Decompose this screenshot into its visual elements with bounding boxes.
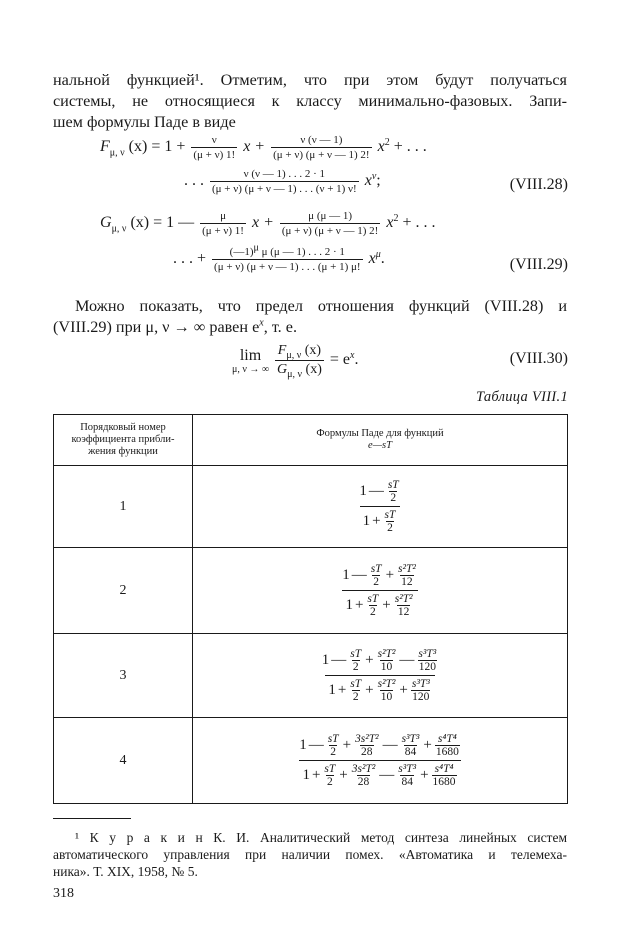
fraction: $\frac{\nu (\nu — 1) . . . 2 \cdot 1}{(\mu + \nu) (\mu + \nu — 1) . . . (\nu + 1) \nu!}$: [212, 168, 357, 195]
middle-paragraph: [53, 296, 567, 338]
equation-number: (VIII.28): [509, 176, 568, 193]
formula-cell: 1 — sT 2 1 + $\frac{sT}{2}$: [193, 466, 568, 548]
header-formulas: Формулы Паде для функций e—sT: [193, 415, 568, 466]
fraction: $\frac{\mu}{(\mu + \nu) 1!}$: [202, 210, 244, 237]
pade-table: [53, 414, 568, 804]
intro-paragraph: [53, 70, 567, 133]
equation-viii28-line1: $F_{\mu, \nu}$ (x) = 1 + $\frac{\nu}{(\mu + \nu) 1!}$ x + $\frac{\nu (\nu — 1)}{(\mu + \nu) (\mu + \nu — 1) 2!}$ $x^2$ + . . .: [100, 134, 427, 161]
text-line: шем формулы Паде в виде: [53, 113, 236, 131]
table-row: [54, 718, 568, 804]
equation-viii28-line2: . . . $\frac{\nu (\nu — 1) . . . 2 \cdot 1}{(\mu + \nu) (\mu + \nu — 1) . . . (\nu + 1) \nu!}$ $x^\nu$;: [184, 168, 381, 195]
fraction: $\frac{\nu}{(\mu + \nu) 1!}$: [193, 134, 236, 161]
fraction: $\frac{\nu (\nu — 1)}{(\mu + \nu) (\mu + \nu — 1) 2!}$: [273, 134, 370, 161]
fraction: $\frac{\mu (\mu — 1)}{(\mu + \nu) (\mu + \nu — 1) 2!}$: [281, 210, 379, 237]
equation-number: (VIII.29): [509, 256, 568, 273]
footnote-line: ¹ К у р а к и н К. И. Аналитический метод синтеза линейных систем: [75, 830, 567, 845]
equation-viii29-line1: $G_{\mu, \nu}$ (x) = 1 — $\frac{\mu}{(\mu + \nu) 1!}$ x + $\frac{\mu (\mu — 1)}{(\mu + \nu) (\mu + \nu — 1) 2!}$ $x^2$ + . . .: [100, 210, 436, 237]
footnote-line: ника». Т. XIX, 1958, № 5.: [53, 864, 198, 879]
table-row: [54, 466, 568, 548]
table-row: [54, 634, 568, 718]
footnote-rule: [53, 818, 131, 819]
footnote: [53, 829, 567, 880]
page-number: 318: [53, 886, 74, 901]
table-row: [54, 548, 568, 634]
equation-number: (VIII.30): [509, 350, 568, 367]
order-cell: 2: [54, 548, 193, 634]
limit-operator: lim μ, ν → ∞: [232, 346, 270, 375]
header-order: Порядковый номер коэффициента прибли- жения функции: [54, 415, 193, 466]
fraction: $\frac{F_{\mu, \nu} (x)}{G_{\mu, \nu} (x)}$: [277, 343, 322, 380]
text-line: нальной функцией¹. Отметим, что при этом будут получаться: [53, 71, 567, 89]
text-line: Можно показать, что предел отношения функций (VIII.28) и: [75, 297, 567, 315]
equation-viii29-line2: . . . + $\frac{(—1)^\mu \mu (\mu — 1) . . . 2 \cdot 1}{(\mu + \nu) (\mu + \nu — 1) . . . (\mu + 1) \mu!}$ $x^\mu$.: [173, 242, 385, 273]
equation-viii30: lim μ, ν → ∞ $\frac{F_{\mu, \nu} (x)}{G_{\mu, \nu} (x)}$ = $e^x$.: [232, 343, 359, 380]
text-line: (VIII.29) при μ, ν → ∞ равен $e^x$, т. е.: [53, 317, 297, 336]
text-line: системы, не относящиеся к классу минимально-фазовых. Запи-: [53, 92, 567, 110]
formula-cell: 1 — sT 2 + $\frac{\text{s²T²}}{12}$ 1 + $\frac{sT}{2}$ + $\frac{\text{s²T²}}{12}$: [193, 548, 568, 634]
order-cell: 1: [54, 466, 193, 548]
table-header-row: [54, 415, 568, 466]
fraction: $\frac{(—1)^\mu \mu (\mu — 1) . . . 2 \cdot 1}{(\mu + \nu) (\mu + \nu — 1) . . . (\mu + 1) \mu!}$: [214, 242, 361, 273]
order-cell: 4: [54, 718, 193, 804]
footnote-line: автоматического управления при наличии помех. «Автоматика и телемеха-: [53, 847, 567, 862]
order-cell: 3: [54, 634, 193, 718]
formula-cell: 1 — sT 2 + $\frac{\text{s²T²}}{10}$ — s³T³ 120 1 + $\frac{sT}{2}$ + $\frac{\text{s²T²}}{10}$ + $\frac{\text{s³T³}}{120}$: [193, 634, 568, 718]
table-caption: Таблица VIII.1: [475, 389, 568, 405]
formula-cell: 1 — sT 2 + $\frac{\text{3s²T²}}{28}$ — s³T³ 84 + $\frac{\text{s⁴T⁴}}{1680}$ 1 + $\frac{sT}{2}$ + $\frac{\text{3s²T²}}{28}$ — s³T³ 84 + $\frac{\text{s⁴T⁴}}{1680}$: [193, 718, 568, 804]
